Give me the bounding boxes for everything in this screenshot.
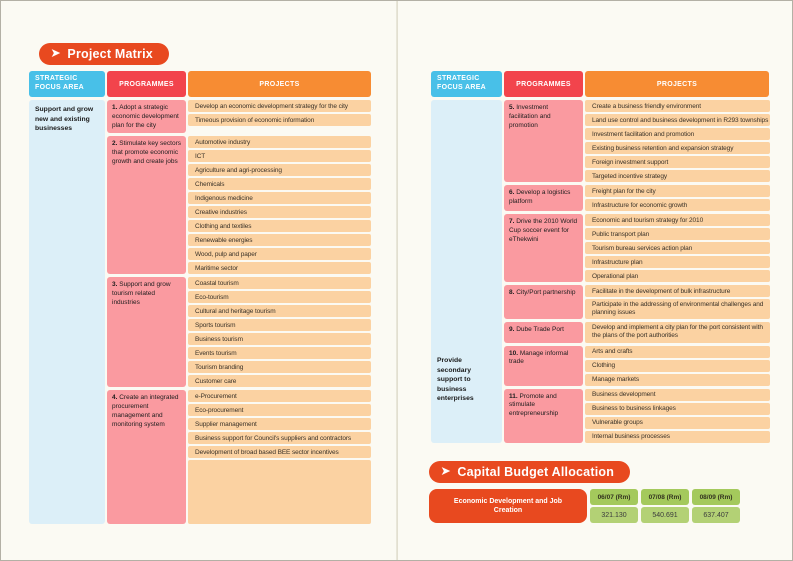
project-cell: Coastal tourism	[188, 277, 371, 289]
programme-cell	[107, 390, 186, 524]
focus-area-cell: Provide secondary support to business enterprises	[431, 100, 502, 443]
budget-row-label-cell	[429, 489, 587, 523]
project-cell: Existing business retention and expansion strategy	[585, 142, 770, 154]
project-cell: Events tourism	[188, 347, 371, 359]
project-cell: Eco-procurement	[188, 404, 371, 416]
projects-column	[188, 390, 371, 524]
programme-group	[107, 390, 371, 524]
programme-group	[504, 389, 770, 443]
project-cell: Business tourism	[188, 333, 371, 345]
projects-column	[188, 277, 371, 387]
programme-cell	[504, 214, 583, 282]
programme-group	[504, 100, 770, 182]
project-matrix-table-left	[29, 71, 371, 524]
projects-column	[585, 100, 770, 182]
project-cell: Investment facilitation and promotion	[585, 128, 770, 140]
programme-label: Promote and stimulate entrepreneurship	[509, 392, 559, 418]
programme-number: 4.	[112, 394, 120, 402]
budget-column	[692, 489, 740, 523]
programme-cell	[504, 389, 583, 443]
project-cell: Targeted incentive strategy	[585, 170, 770, 182]
programme-cell	[107, 277, 186, 387]
project-cell: Supplier management	[188, 418, 371, 430]
project-cell: Business development	[585, 389, 770, 401]
programme-label: City/Port partnership	[516, 289, 576, 296]
programme-label: Dube Trade Port	[516, 326, 564, 334]
projects-column	[585, 322, 770, 342]
project-cell: Internal business processes	[585, 431, 770, 443]
programme-number: 6.	[509, 189, 517, 196]
projects-column	[585, 285, 770, 319]
project-cell: Land use control and business development in R293 townships	[585, 114, 770, 126]
project-matrix-table-right	[431, 71, 769, 443]
programme-group	[504, 185, 770, 211]
programme-groups	[504, 100, 770, 443]
project-cell: Manage markets	[585, 374, 770, 386]
table-header-row	[29, 71, 371, 97]
programme-label: Adopt a strategic economic development plan for the city	[112, 104, 179, 129]
project-cell: Public transport plan	[585, 228, 770, 240]
programmes-header: PROGRAMMES	[107, 71, 186, 97]
project-cell: Renewable energies	[188, 234, 371, 246]
project-cell: Infrastructure for economic growth	[585, 199, 770, 211]
programme-group	[107, 136, 371, 274]
project-cell: Creative industries	[188, 206, 371, 218]
strategic-focus-area-header: STRATEGIC FOCUS AREA	[431, 71, 502, 97]
budget-value: 540.691	[641, 507, 689, 523]
project-cell: Sports tourism	[188, 319, 371, 331]
project-cell: Cultural and heritage tourism	[188, 305, 371, 317]
projects-column	[585, 346, 770, 386]
budget-column	[590, 489, 638, 523]
project-cell: Wood, pulp and paper	[188, 248, 371, 260]
project-cell: Facilitate in the development of bulk infrastructure	[585, 285, 770, 297]
projects-header: PROJECTS	[188, 71, 371, 97]
programme-group	[504, 346, 770, 386]
project-cell: Tourism branding	[188, 361, 371, 373]
project-cell: Automotive industry	[188, 136, 371, 148]
project-cell: Freight plan for the city	[585, 185, 770, 197]
programme-label: Create an integrated procurement management and monitoring system	[112, 394, 179, 428]
programme-group	[504, 285, 770, 319]
budget-year-header: 08/09 (Rm)	[692, 489, 740, 505]
project-cell: Indigenous medicine	[188, 192, 371, 204]
page-fold-divider	[396, 1, 398, 561]
project-cell: Business support for Council's suppliers and contractors	[188, 432, 371, 444]
project-cell: Chemicals	[188, 178, 371, 190]
project-cell: Agriculture and agri-processing	[188, 164, 371, 176]
project-cell: Operational plan	[585, 270, 770, 282]
programme-number: 2.	[112, 140, 120, 148]
programme-number: 3.	[112, 281, 120, 289]
arrow-icon: ➤	[51, 47, 61, 59]
programme-label: Support and grow tourism related industries	[112, 281, 171, 306]
project-cell: Clothing	[585, 360, 770, 372]
programme-number: 5.	[509, 104, 517, 111]
table-header-row	[431, 71, 769, 97]
project-cell: Tourism bureau services action plan	[585, 242, 770, 254]
project-cell: Maritime sector	[188, 262, 371, 274]
budget-year-header: 06/07 (Rm)	[590, 489, 638, 505]
programmes-header: PROGRAMMES	[504, 71, 583, 97]
budget-year-header: 07/08 (Rm)	[641, 489, 689, 505]
project-cell: ICT	[188, 150, 371, 162]
programme-label: Drive the 2010 World Cup soccer event for eThekwini	[509, 218, 578, 243]
project-cell: Develop and implement a city plan for the port consistent with the plans of the port authorities	[585, 322, 770, 342]
project-cell: Develop an economic development strategy for the city	[188, 100, 371, 112]
project-cell: Infrastructure plan	[585, 256, 770, 268]
capital-budget-title: Capital Budget Allocation	[457, 465, 615, 479]
programme-cell	[504, 185, 583, 211]
programme-number: 8.	[509, 289, 517, 296]
project-cell: Foreign investment support	[585, 156, 770, 168]
projects-column	[188, 100, 371, 133]
project-cell: e-Procurement	[188, 390, 371, 402]
programme-cell	[107, 100, 186, 133]
empty-cell	[188, 460, 371, 524]
project-cell: Development of broad based BEE sector incentives	[188, 446, 371, 458]
programme-label: Develop a logistics platform	[509, 189, 571, 205]
capital-budget-table	[429, 489, 740, 523]
project-cell: Customer care	[188, 375, 371, 387]
project-matrix-title: Project Matrix	[67, 47, 153, 61]
project-cell: Eco-tourism	[188, 291, 371, 303]
programme-group	[107, 100, 371, 133]
budget-column	[641, 489, 689, 523]
project-cell: Arts and crafts	[585, 346, 770, 358]
programme-label: Investment facilitation and promotion	[509, 104, 551, 129]
programme-number: 1.	[112, 104, 120, 111]
programme-cell	[504, 285, 583, 319]
programme-group	[504, 214, 770, 282]
programme-cell	[504, 346, 583, 386]
programme-groups	[107, 100, 371, 524]
projects-column	[585, 389, 770, 443]
project-cell: Timeous provision of economic information	[188, 114, 371, 126]
programme-number: 11.	[509, 392, 520, 400]
project-cell: Clothing and textiles	[188, 220, 371, 232]
projects-column	[585, 185, 770, 211]
programme-label: Manage informal trade	[509, 349, 569, 366]
budget-value: 637.407	[692, 507, 740, 523]
strategic-focus-area-header: STRATEGIC FOCUS AREA	[29, 71, 105, 97]
programme-group	[107, 277, 371, 387]
programme-cell	[107, 136, 186, 274]
projects-column	[585, 214, 770, 282]
project-matrix-title-badge	[39, 43, 169, 65]
project-cell: Economic and tourism strategy for 2010	[585, 214, 770, 226]
projects-column	[188, 136, 371, 274]
project-cell: Business to business linkages	[585, 403, 770, 415]
programme-group	[504, 322, 770, 342]
budget-row-label: Economic Development and Job Creation	[453, 497, 563, 514]
programme-cell	[504, 100, 583, 182]
project-cell: Create a business friendly environment	[585, 100, 770, 112]
project-cell: Vulnerable groups	[585, 417, 770, 429]
focus-area-cell: Support and grow new and existing businesses	[29, 100, 105, 524]
programme-label: Stimulate key sectors that promote economic growth and create jobs	[112, 140, 182, 165]
programme-cell	[504, 322, 583, 342]
projects-header: PROJECTS	[585, 71, 769, 97]
project-cell: Participate in the addressing of environmental challenges and planning issues	[585, 299, 770, 319]
arrow-icon: ➤	[441, 465, 451, 477]
programme-number: 9.	[509, 326, 517, 334]
capital-budget-title-badge	[429, 461, 630, 483]
programme-number: 10.	[509, 349, 520, 357]
programme-number: 7.	[509, 218, 517, 225]
budget-value: 321.130	[590, 507, 638, 523]
